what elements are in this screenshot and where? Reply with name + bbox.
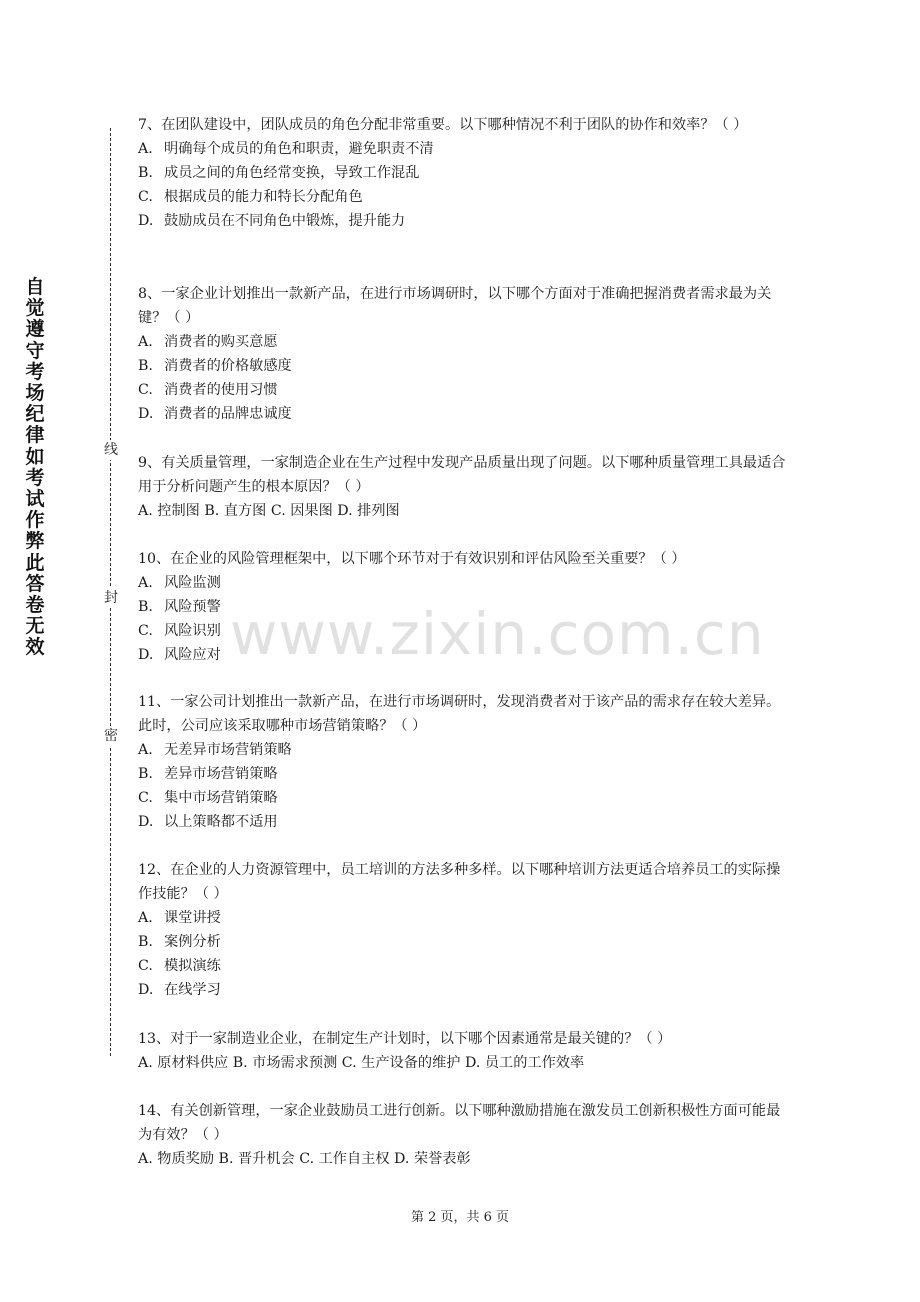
option-letter: A. (138, 910, 153, 926)
option-letter: A. (138, 742, 153, 758)
option-d (138, 209, 788, 233)
question-8 (138, 282, 788, 426)
option-text: 消费者的品牌忠诚度 (164, 406, 292, 422)
question-stem: 10、在企业的风险管理框架中，以下哪个环节对于有效识别和评估风险至关重要？（ ） (138, 551, 686, 567)
page-footer: 第 2 页，共 6 页 (410, 1210, 510, 1225)
inline-options: A. 原材料供应 B. 市场需求预测 C. 生产设备的维护 D. 员工的工作效率 (138, 1055, 585, 1071)
inline-options: A. 控制图 B. 直方图 C. 因果图 D. 排列图 (138, 503, 400, 519)
option-letter: B. (138, 766, 153, 782)
option-letter: A. (138, 141, 153, 157)
question-stem: 14、有关创新管理，一家企业鼓励员工进行创新。以下哪种激励措施在激发员工创新积极性方面可能最为有效？（ ） (138, 1103, 781, 1143)
option-text: 鼓励成员在不同角色中锻炼，提升能力 (164, 213, 406, 229)
option-text: 以上策略都不适用 (164, 814, 278, 830)
option-letter: B. (138, 599, 153, 615)
option-a (138, 330, 788, 354)
option-text: 课堂讲授 (164, 910, 221, 926)
option-text: 消费者的购买意愿 (164, 334, 278, 350)
option-text: 无差异市场营销策略 (164, 742, 292, 758)
question-7 (138, 113, 788, 233)
option-b (138, 930, 788, 954)
option-letter: D. (138, 213, 154, 229)
option-text: 风险预警 (164, 599, 221, 615)
question-stem: 8、一家企业计划推出一款新产品，在进行市场调研时，以下哪个方面对于准确把握消费者需求最为关键？（ ） (138, 286, 772, 326)
option-text: 根据成员的能力和特长分配角色 (164, 189, 363, 205)
option-letter: C. (138, 958, 153, 974)
seal-label-seal: 封 (104, 590, 118, 606)
option-letter: B. (138, 358, 153, 374)
question-stem: 13、对于一家制造业企业，在制定生产计划时，以下哪个因素通常是最关键的？（ ） (138, 1031, 672, 1047)
option-text: 风险监测 (164, 575, 221, 591)
question-stem: 12、在企业的人力资源管理中，员工培训的方法多种多样。以下哪种培训方法更适合培养员工的实际操作技能？（ ） (138, 862, 781, 902)
option-letter: A. (138, 334, 153, 350)
option-b (138, 354, 788, 378)
option-a (138, 137, 788, 161)
option-text: 案例分析 (164, 934, 221, 950)
watermark: www.zixin.com.cn (230, 600, 765, 668)
option-letter: D. (138, 982, 154, 998)
option-letter: C. (138, 623, 153, 639)
question-stem: 9、有关质量管理，一家制造企业在生产过程中发现产品质量出现了问题。以下哪种质量管理工具最适合用于分析问题产生的根本原因？（ ） (138, 455, 786, 495)
option-letter: C. (138, 189, 153, 205)
option-letter: D. (138, 814, 154, 830)
option-letter: D. (138, 647, 154, 663)
question-14 (138, 1099, 788, 1171)
option-letter: C. (138, 382, 153, 398)
question-stem: 7、在团队建设中，团队成员的角色分配非常重要。以下哪种情况不利于团队的协作和效率？（ ） (138, 117, 748, 133)
seal-label-line: 线 (104, 442, 118, 458)
option-text: 集中市场营销策略 (164, 790, 278, 806)
option-text: 消费者的价格敏感度 (164, 358, 292, 374)
question-13 (138, 1027, 788, 1075)
option-b (138, 762, 788, 786)
option-letter: B. (138, 165, 153, 181)
option-letter: D. (138, 406, 154, 422)
option-letter: A. (138, 575, 153, 591)
option-c (138, 954, 788, 978)
option-a (138, 738, 788, 762)
option-text: 差异市场营销策略 (164, 766, 278, 782)
option-a (138, 571, 788, 595)
option-a (138, 906, 788, 930)
question-9 (138, 451, 788, 523)
option-d (138, 978, 788, 1002)
question-stem: 11、一家公司计划推出一款新产品，在进行市场调研时，发现消费者对于该产品的需求存在较大差异。此时，公司应该采取哪种市场营销策略？（ ） (138, 694, 781, 734)
question-12 (138, 858, 788, 1002)
option-text: 明确每个成员的角色和职责，避免职责不清 (164, 141, 434, 157)
option-c (138, 378, 788, 402)
option-text: 风险应对 (164, 647, 221, 663)
option-text: 模拟演练 (164, 958, 221, 974)
option-text: 在线学习 (164, 982, 221, 998)
inline-options: A. 物质奖励 B. 晋升机会 C. 工作自主权 D. 荣誉表彰 (138, 1151, 471, 1167)
exam-discipline-notice: 自觉遵守考场纪律如考试作弊此答卷无效 (25, 276, 45, 659)
option-text: 风险识别 (164, 623, 221, 639)
seal-label-secret: 密 (104, 728, 118, 744)
question-11 (138, 690, 788, 834)
option-b (138, 161, 788, 185)
option-text: 消费者的使用习惯 (164, 382, 278, 398)
option-letter: C. (138, 790, 153, 806)
option-text: 成员之间的角色经常变换，导致工作混乱 (164, 165, 420, 181)
option-d (138, 810, 788, 834)
option-c (138, 185, 788, 209)
option-c (138, 786, 788, 810)
option-d (138, 402, 788, 426)
option-letter: B. (138, 934, 153, 950)
